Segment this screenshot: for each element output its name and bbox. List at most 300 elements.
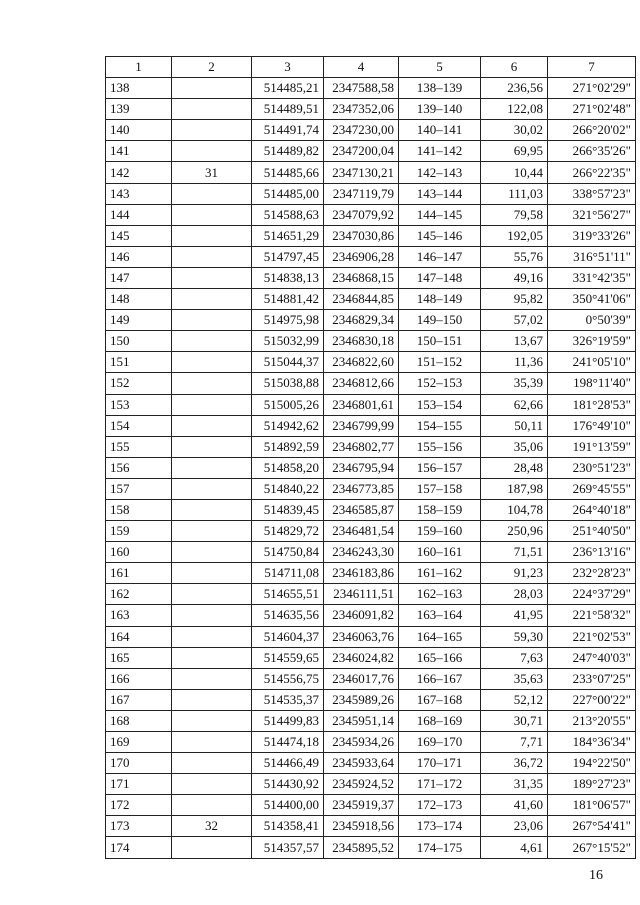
table-cell: 170–171: [399, 753, 481, 774]
table-cell: 59,30: [481, 626, 548, 647]
table-cell: [172, 753, 252, 774]
table-cell: 2346822,60: [324, 352, 399, 373]
table-cell: 167–168: [399, 689, 481, 710]
table-cell: 213°20'55": [548, 710, 636, 731]
table-cell: 224°37'29": [548, 584, 636, 605]
table-cell: 514485,00: [252, 183, 324, 204]
table-cell: 514430,92: [252, 774, 324, 795]
table-cell: [172, 141, 252, 162]
table-cell: 171–172: [399, 774, 481, 795]
table-cell: 331°42'35": [548, 267, 636, 288]
column-header-3: 3: [252, 57, 324, 78]
table-cell: 31,35: [481, 774, 548, 795]
table-cell: 35,06: [481, 436, 548, 457]
table-cell: 7,63: [481, 647, 548, 668]
table-cell: 2345951,14: [324, 710, 399, 731]
table-header-row: [106, 57, 636, 78]
table-cell: [172, 774, 252, 795]
table-cell: [172, 267, 252, 288]
table-cell: 164: [106, 626, 172, 647]
column-header-2: 2: [172, 57, 252, 78]
table-cell: [172, 795, 252, 816]
table-cell: 158–159: [399, 499, 481, 520]
table-cell: 4,61: [481, 837, 548, 858]
table-cell: [172, 542, 252, 563]
table-cell: 152–153: [399, 373, 481, 394]
table-cell: 514485,21: [252, 78, 324, 99]
table-cell: 232°28'23": [548, 563, 636, 584]
table-cell: 150: [106, 331, 172, 352]
column-header-4: 4: [324, 57, 399, 78]
table-cell: 515032,99: [252, 331, 324, 352]
table-cell: 161: [106, 563, 172, 584]
table-cell: 514474,18: [252, 732, 324, 753]
table-cell: [172, 373, 252, 394]
table-cell: 230°51'23": [548, 457, 636, 478]
table-cell: 10,44: [481, 162, 548, 183]
table-cell: [172, 310, 252, 331]
table-cell: 2347130,21: [324, 162, 399, 183]
table-cell: 221°02'53": [548, 626, 636, 647]
table-cell: 138: [106, 78, 172, 99]
table-cell: 143: [106, 183, 172, 204]
table-cell: 194°22'50": [548, 753, 636, 774]
table-cell: 144: [106, 204, 172, 225]
table-cell: 2346801,61: [324, 394, 399, 415]
table-cell: 514975,98: [252, 310, 324, 331]
table-cell: 269°45'55": [548, 478, 636, 499]
table-cell: 172–173: [399, 795, 481, 816]
table-cell: 163: [106, 605, 172, 626]
table-cell: 95,82: [481, 289, 548, 310]
table-cell: 146: [106, 246, 172, 267]
table-cell: 2347230,00: [324, 120, 399, 141]
column-header-7: 7: [548, 57, 636, 78]
table-cell: 2345989,26: [324, 689, 399, 710]
table-cell: [172, 668, 252, 689]
table-cell: 62,66: [481, 394, 548, 415]
table-cell: 173: [106, 816, 172, 837]
table-cell: 2345895,52: [324, 837, 399, 858]
table-cell: 49,16: [481, 267, 548, 288]
table-row: [106, 795, 636, 816]
table-cell: 350°41'06": [548, 289, 636, 310]
table-cell: 140–141: [399, 120, 481, 141]
table-cell: 149: [106, 310, 172, 331]
table-cell: 515044,37: [252, 352, 324, 373]
table-cell: 514489,51: [252, 99, 324, 120]
table-row: [106, 499, 636, 520]
table-cell: 316°51'11": [548, 246, 636, 267]
table-cell: [172, 499, 252, 520]
table-cell: 157–158: [399, 478, 481, 499]
table-cell: 7,71: [481, 732, 548, 753]
table-cell: 514750,84: [252, 542, 324, 563]
table-cell: 30,02: [481, 120, 548, 141]
table-cell: 247°40'03": [548, 647, 636, 668]
table-cell: 2346183,86: [324, 563, 399, 584]
table-cell: 142–143: [399, 162, 481, 183]
table-row: [106, 521, 636, 542]
table-cell: 267°54'41": [548, 816, 636, 837]
table-cell: 171: [106, 774, 172, 795]
table-cell: 2346795,94: [324, 457, 399, 478]
table-cell: 35,39: [481, 373, 548, 394]
table-cell: 32: [172, 816, 252, 837]
table-cell: 2346481,54: [324, 521, 399, 542]
table-cell: 181°06'57": [548, 795, 636, 816]
table-cell: 147–148: [399, 267, 481, 288]
table-row: [106, 457, 636, 478]
table-cell: 514400,00: [252, 795, 324, 816]
table-cell: 514466,49: [252, 753, 324, 774]
table-cell: 122,08: [481, 99, 548, 120]
table-cell: 514829,72: [252, 521, 324, 542]
table-row: [106, 141, 636, 162]
table-cell: 149–150: [399, 310, 481, 331]
table-cell: 514797,45: [252, 246, 324, 267]
table-cell: 143–144: [399, 183, 481, 204]
table-cell: 236°13'16": [548, 542, 636, 563]
table-cell: 174: [106, 837, 172, 858]
table-cell: [172, 352, 252, 373]
table-row: [106, 563, 636, 584]
column-header-5: 5: [399, 57, 481, 78]
table-row: [106, 204, 636, 225]
table-cell: 514535,37: [252, 689, 324, 710]
table-cell: 514858,20: [252, 457, 324, 478]
table-cell: 2346802,77: [324, 436, 399, 457]
table-row: [106, 478, 636, 499]
table-cell: 174–175: [399, 837, 481, 858]
table-cell: 514485,66: [252, 162, 324, 183]
table-cell: 2346585,87: [324, 499, 399, 520]
table-cell: 23,06: [481, 816, 548, 837]
table-row: [106, 626, 636, 647]
table-cell: 251°40'50": [548, 521, 636, 542]
table-cell: 514711,08: [252, 563, 324, 584]
table-cell: 241°05'10": [548, 352, 636, 373]
table-row: [106, 774, 636, 795]
table-cell: 148–149: [399, 289, 481, 310]
table-cell: 13,67: [481, 331, 548, 352]
table-row: [106, 373, 636, 394]
table-row: [106, 415, 636, 436]
table-cell: 152: [106, 373, 172, 394]
table-row: [106, 331, 636, 352]
table-cell: 30,71: [481, 710, 548, 731]
table-cell: 515038,88: [252, 373, 324, 394]
table-cell: 142: [106, 162, 172, 183]
table-row: [106, 310, 636, 331]
table-cell: 266°20'02": [548, 120, 636, 141]
table-cell: 11,36: [481, 352, 548, 373]
table-cell: 192,05: [481, 225, 548, 246]
page-number: 16: [589, 868, 603, 883]
table-cell: 166: [106, 668, 172, 689]
table-cell: 264°40'18": [548, 499, 636, 520]
table-cell: [172, 584, 252, 605]
table-cell: 111,03: [481, 183, 548, 204]
table-cell: 514358,41: [252, 816, 324, 837]
table-cell: 2346091,82: [324, 605, 399, 626]
table-cell: 319°33'26": [548, 225, 636, 246]
table-cell: 154: [106, 415, 172, 436]
table-cell: 2347079,92: [324, 204, 399, 225]
table-cell: 2346830,18: [324, 331, 399, 352]
table-cell: 250,96: [481, 521, 548, 542]
table-cell: 173–174: [399, 816, 481, 837]
table-cell: [172, 436, 252, 457]
table-cell: 2347588,58: [324, 78, 399, 99]
table-cell: 165–166: [399, 647, 481, 668]
table-row: [106, 246, 636, 267]
table-cell: 151–152: [399, 352, 481, 373]
table-cell: 147: [106, 267, 172, 288]
table-row: [106, 710, 636, 731]
table-cell: 167: [106, 689, 172, 710]
table-cell: 181°28'53": [548, 394, 636, 415]
column-header-1: 1: [106, 57, 172, 78]
table-cell: 159–160: [399, 521, 481, 542]
table-cell: 169–170: [399, 732, 481, 753]
table-cell: 2346017,76: [324, 668, 399, 689]
table-cell: 514942,62: [252, 415, 324, 436]
table-cell: 156: [106, 457, 172, 478]
table-cell: [172, 626, 252, 647]
table-row: [106, 689, 636, 710]
table-cell: 271°02'29": [548, 78, 636, 99]
table-cell: 159: [106, 521, 172, 542]
table-cell: 153–154: [399, 394, 481, 415]
table-cell: 168: [106, 710, 172, 731]
table-cell: 41,60: [481, 795, 548, 816]
table-cell: 91,23: [481, 563, 548, 584]
table-row: [106, 120, 636, 141]
table-cell: 166–167: [399, 668, 481, 689]
column-header-6: 6: [481, 57, 548, 78]
table-cell: 35,63: [481, 668, 548, 689]
table-cell: 2346111,51: [324, 584, 399, 605]
table-row: [106, 584, 636, 605]
table-cell: 163–164: [399, 605, 481, 626]
table-cell: 52,12: [481, 689, 548, 710]
table-cell: [172, 99, 252, 120]
table-cell: [172, 478, 252, 499]
table-cell: 50,11: [481, 415, 548, 436]
table-cell: 227°00'22": [548, 689, 636, 710]
table-cell: 2346906,28: [324, 246, 399, 267]
table-row: [106, 225, 636, 246]
table-cell: 514588,63: [252, 204, 324, 225]
table-row: [106, 183, 636, 204]
table-row: [106, 394, 636, 415]
table-cell: 191°13'59": [548, 436, 636, 457]
table-cell: 514892,59: [252, 436, 324, 457]
table-cell: 145: [106, 225, 172, 246]
table-cell: 2345924,52: [324, 774, 399, 795]
table-cell: 236,56: [481, 78, 548, 99]
table-cell: 326°19'59": [548, 331, 636, 352]
table-cell: [172, 246, 252, 267]
table-cell: 36,72: [481, 753, 548, 774]
table-cell: 176°49'10": [548, 415, 636, 436]
table-row: [106, 436, 636, 457]
table-cell: 2346773,85: [324, 478, 399, 499]
table-cell: [172, 331, 252, 352]
table-cell: 155: [106, 436, 172, 457]
table-cell: 0°50'39": [548, 310, 636, 331]
table-cell: 233°07'25": [548, 668, 636, 689]
table-row: [106, 542, 636, 563]
table-cell: 187,98: [481, 478, 548, 499]
table-row: [106, 267, 636, 288]
table-cell: 164–165: [399, 626, 481, 647]
table-cell: [172, 605, 252, 626]
table-row: [106, 99, 636, 120]
table-cell: 71,51: [481, 542, 548, 563]
table-cell: 162–163: [399, 584, 481, 605]
table-cell: 514635,56: [252, 605, 324, 626]
table-cell: 31: [172, 162, 252, 183]
table-cell: 139–140: [399, 99, 481, 120]
table-row: [106, 837, 636, 858]
table-row: [106, 647, 636, 668]
table-cell: 160–161: [399, 542, 481, 563]
table-cell: 338°57'23": [548, 183, 636, 204]
table-cell: 2346063,76: [324, 626, 399, 647]
table-cell: 157: [106, 478, 172, 499]
table-cell: 514651,29: [252, 225, 324, 246]
table-cell: 55,76: [481, 246, 548, 267]
table-cell: 2346868,15: [324, 267, 399, 288]
table-cell: [172, 183, 252, 204]
table-cell: [172, 457, 252, 478]
table-row: [106, 668, 636, 689]
table-cell: [172, 289, 252, 310]
table-cell: 271°02'48": [548, 99, 636, 120]
table-cell: [172, 563, 252, 584]
coordinates-table: [105, 56, 636, 859]
table-cell: 2347119,79: [324, 183, 399, 204]
table-cell: 156–157: [399, 457, 481, 478]
table-row: [106, 352, 636, 373]
table-cell: [172, 394, 252, 415]
table-cell: 170: [106, 753, 172, 774]
table-cell: 161–162: [399, 563, 481, 584]
table-cell: 141: [106, 141, 172, 162]
table-cell: 2347352,06: [324, 99, 399, 120]
table-cell: 514491,74: [252, 120, 324, 141]
table-cell: [172, 647, 252, 668]
table-cell: 514881,42: [252, 289, 324, 310]
table-cell: [172, 689, 252, 710]
table-cell: 155–156: [399, 436, 481, 457]
table-cell: 514655,51: [252, 584, 324, 605]
table-cell: 2346799,99: [324, 415, 399, 436]
table-cell: 141–142: [399, 141, 481, 162]
table-cell: [172, 225, 252, 246]
table-cell: 146–147: [399, 246, 481, 267]
table-cell: 154–155: [399, 415, 481, 436]
table-cell: 168–169: [399, 710, 481, 731]
table-cell: 160: [106, 542, 172, 563]
table-cell: 144–145: [399, 204, 481, 225]
table-cell: 138–139: [399, 78, 481, 99]
table-cell: 169: [106, 732, 172, 753]
table-cell: [172, 120, 252, 141]
table-cell: 514357,57: [252, 837, 324, 858]
table-cell: 2345919,37: [324, 795, 399, 816]
table-cell: 198°11'40": [548, 373, 636, 394]
table-cell: 162: [106, 584, 172, 605]
table-cell: [172, 204, 252, 225]
table-row: [106, 732, 636, 753]
table-cell: 2345934,26: [324, 732, 399, 753]
table-cell: 514489,82: [252, 141, 324, 162]
table-cell: 321°56'27": [548, 204, 636, 225]
table-cell: 2346024,82: [324, 647, 399, 668]
table-cell: 28,48: [481, 457, 548, 478]
table-body: [106, 78, 636, 858]
table-cell: 266°22'35": [548, 162, 636, 183]
table-cell: 151: [106, 352, 172, 373]
table-cell: 266°35'26": [548, 141, 636, 162]
table-cell: 267°15'52": [548, 837, 636, 858]
table-cell: 221°58'32": [548, 605, 636, 626]
table-row: [106, 78, 636, 99]
table-cell: [172, 837, 252, 858]
table-cell: [172, 415, 252, 436]
table-cell: 2346844,85: [324, 289, 399, 310]
table-cell: 2346812,66: [324, 373, 399, 394]
table-cell: 514556,75: [252, 668, 324, 689]
table-cell: 172: [106, 795, 172, 816]
table-row: [106, 162, 636, 183]
table-cell: 184°36'34": [548, 732, 636, 753]
table-cell: [172, 521, 252, 542]
table-cell: 189°27'23": [548, 774, 636, 795]
table-cell: 2347030,86: [324, 225, 399, 246]
table-cell: 41,95: [481, 605, 548, 626]
table-row: [106, 605, 636, 626]
table-cell: 165: [106, 647, 172, 668]
table-cell: 79,58: [481, 204, 548, 225]
table-cell: 2345933,64: [324, 753, 399, 774]
table-cell: 514604,37: [252, 626, 324, 647]
table-cell: 150–151: [399, 331, 481, 352]
table-cell: 2346243,30: [324, 542, 399, 563]
table-cell: 514840,22: [252, 478, 324, 499]
table-cell: [172, 732, 252, 753]
table-cell: 104,78: [481, 499, 548, 520]
table-cell: [172, 710, 252, 731]
table-cell: 140: [106, 120, 172, 141]
table-cell: 69,95: [481, 141, 548, 162]
table-cell: 2345918,56: [324, 816, 399, 837]
table-cell: 2347200,04: [324, 141, 399, 162]
table-cell: 515005,26: [252, 394, 324, 415]
table-cell: 514838,13: [252, 267, 324, 288]
table-cell: 139: [106, 99, 172, 120]
table-row: [106, 289, 636, 310]
table-cell: 514559,65: [252, 647, 324, 668]
table-cell: 28,03: [481, 584, 548, 605]
table-cell: 57,02: [481, 310, 548, 331]
table-cell: 153: [106, 394, 172, 415]
table-cell: 514499,83: [252, 710, 324, 731]
table-row: [106, 816, 636, 837]
